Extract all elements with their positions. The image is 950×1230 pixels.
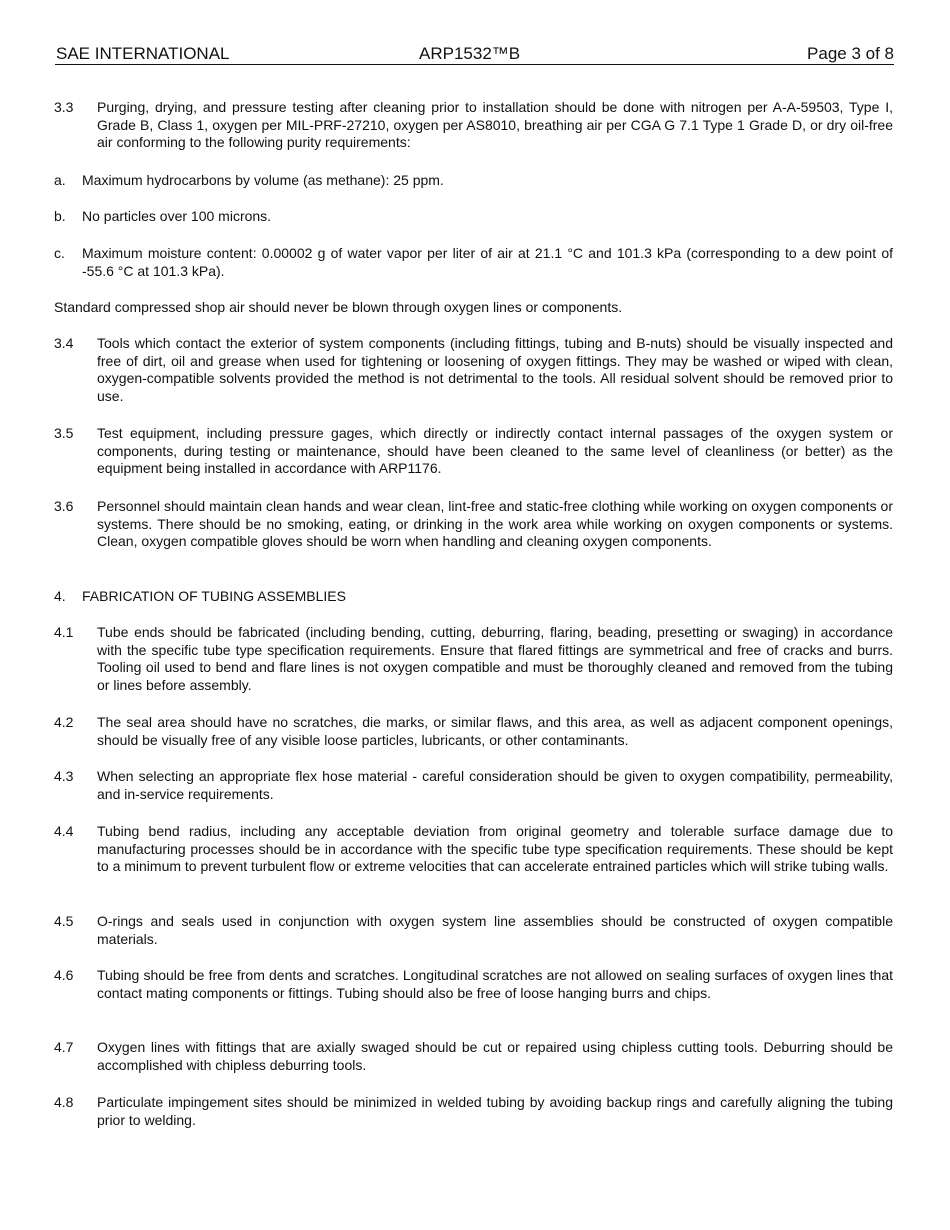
list-marker: a.	[54, 172, 66, 188]
section-4-8	[54, 1094, 893, 1129]
list-marker: c.	[54, 245, 65, 261]
section-number: 4.1	[54, 624, 74, 640]
list-item-c	[54, 245, 893, 280]
section-text: When selecting an appropriate flex hose material - careful consideration should be given to oxygen compatibility, permeability, and in-service requirements.	[97, 768, 893, 802]
section-heading: FABRICATION OF TUBING ASSEMBLIES	[82, 588, 346, 604]
header-organization: SAE INTERNATIONAL	[56, 44, 230, 63]
paragraph-shop-air	[54, 299, 893, 317]
section-number: 3.6	[54, 498, 74, 514]
section-number: 3.4	[54, 335, 74, 351]
section-number: 4.7	[54, 1039, 74, 1055]
section-4-1	[54, 624, 893, 694]
section-text: Oxygen lines with fittings that are axially swaged should be cut or repaired using chipless cutting tools. Deburring should be accomplished with chipless deburring tools.	[97, 1039, 893, 1073]
section-3-5	[54, 425, 893, 478]
section-text: Tubing should be free from dents and scratches. Longitudinal scratches are not allowed on sealing surfaces of oxygen lines that contact mating components or fittings. Tubing should also be free of loose hanging burrs and chips.	[97, 967, 893, 1001]
page-header	[55, 44, 894, 65]
section-number: 3.3	[54, 99, 74, 115]
section-text: Tube ends should be fabricated (including bending, cutting, deburring, flaring, beading, presetting or swaging) in accordance with the specific tube type specification requirements. Ensure that flared fittings are symmetrical and free of cracks and burrs. Tooling oil used to bend and flare lines is not oxygen compatible and must be thoroughly cleaned and removed from the tubing or lines before assembly.	[97, 624, 893, 693]
section-4-heading	[54, 588, 893, 606]
section-text: Particulate impingement sites should be minimized in welded tubing by avoiding backup rings and carefully aligning the tubing prior to welding.	[97, 1094, 893, 1128]
header-document-id: ARP1532™B	[419, 44, 521, 63]
section-text: Test equipment, including pressure gages, which directly or indirectly contact internal passages of the oxygen system or components, during testing or maintenance, should have been cleaned to the same level of cleanliness (or better) as the equipment being installed in accordance with ARP1176.	[97, 425, 893, 477]
section-4-4	[54, 823, 893, 876]
section-number: 4.5	[54, 913, 74, 929]
paragraph-text: Standard compressed shop air should never be blown through oxygen lines or components.	[54, 299, 623, 315]
section-text: Personnel should maintain clean hands and wear clean, lint-free and static-free clothing while working on oxygen components or systems. There should be no smoking, eating, or drinking in the work area while working on oxygen components or systems. Clean, oxygen compatible gloves should be worn when handling and cleaning oxygen components.	[97, 498, 893, 550]
section-4-7	[54, 1039, 893, 1074]
header-page-number: Page 3 of 8	[807, 44, 894, 63]
section-number: 3.5	[54, 425, 74, 441]
section-text: O-rings and seals used in conjunction with oxygen system line assemblies should be constructed of oxygen compatible materials.	[97, 913, 893, 947]
section-text: Purging, drying, and pressure testing after cleaning prior to installation should be done with nitrogen per A-A-59503, Type I, Grade B, Class 1, oxygen per MIL-PRF-27210, oxygen per AS8010, breathing air per CGA G 7.1 Type 1 Grade D, or dry oil-free air conforming to the following purity requirements:	[97, 99, 893, 151]
list-item-b	[54, 208, 893, 226]
section-4-5	[54, 913, 893, 948]
section-number: 4.3	[54, 768, 74, 784]
section-text: Tubing bend radius, including any acceptable deviation from original geometry and tolerable surface damage due to manufacturing processes should be in accordance with the specific tube type specification requirements. These should be kept to a minimum to prevent turbulent flow or extreme velocities that can accelerate entrained particles which will strike tubing walls.	[97, 823, 893, 875]
list-item-text: No particles over 100 microns.	[82, 208, 272, 224]
section-text: Tools which contact the exterior of system components (including fittings, tubing and B-nuts) should be visually inspected and free of dirt, oil and grease when used for tightening or loosening of oxygen fittings. They may be washed or wiped with clean, oxygen-compatible solvents provided the method is not detrimental to the tools. All residual solvent should be removed prior to use.	[97, 335, 893, 404]
section-4-3	[54, 768, 893, 803]
section-3-6	[54, 498, 893, 551]
section-4-6	[54, 967, 893, 1002]
section-number: 4.8	[54, 1094, 74, 1110]
section-number: 4.2	[54, 714, 74, 730]
section-number: 4.4	[54, 823, 74, 839]
list-marker: b.	[54, 208, 66, 224]
section-3-3	[54, 99, 893, 152]
section-text: The seal area should have no scratches, die marks, or similar flaws, and this area, as well as adjacent component openings, should be visually free of any visible loose particles, lubricants, or other contaminants.	[97, 714, 893, 748]
list-item-text: Maximum moisture content: 0.00002 g of water vapor per liter of air at 21.1 °C and 101.3 kPa (corresponding to a dew point of -55.6 °C at 101.3 kPa).	[82, 245, 893, 279]
section-number: 4.6	[54, 967, 74, 983]
section-3-4	[54, 335, 893, 405]
section-4-2	[54, 714, 893, 749]
section-number: 4.	[54, 588, 66, 604]
list-item-a	[54, 172, 893, 190]
list-item-text: Maximum hydrocarbons by volume (as methane): 25 ppm.	[82, 172, 444, 188]
